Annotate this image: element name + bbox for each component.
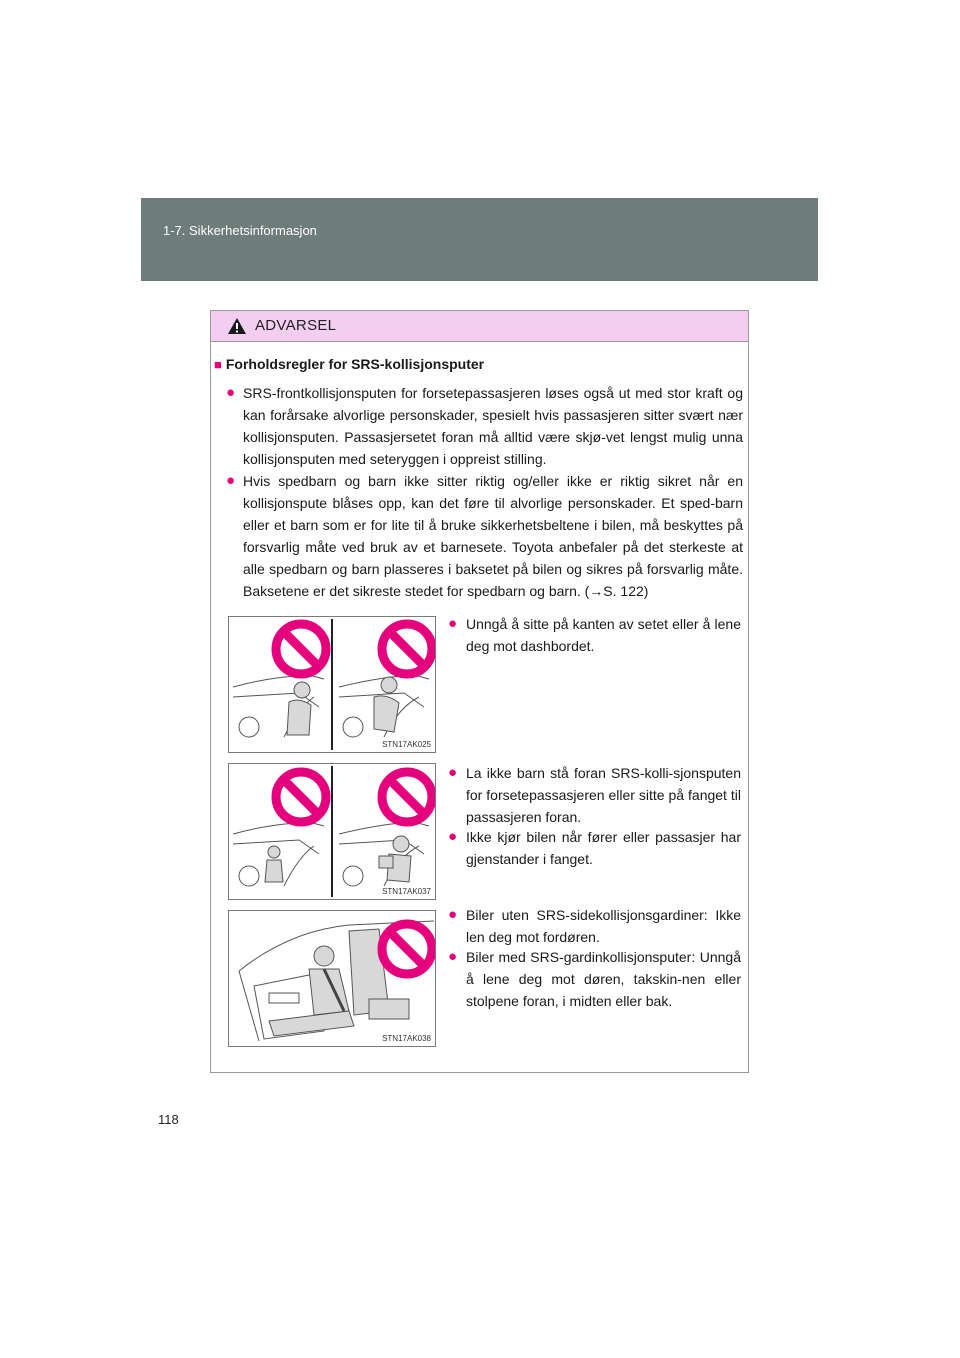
illustration-lean-dashboard	[229, 617, 435, 752]
figure-note: Ikke kjør bilen når fører eller passasjer har gjenstander i fanget.	[466, 829, 741, 867]
prohibition-sign	[276, 772, 432, 822]
bullet-text: Hvis spedbarn og barn ikke sitter riktig og/eller ikke er riktig sikret når en kollisjonspute blåses opp, kan det føre til alvorlige personskader. Et sped-barn eller et barn som er for lite til å bruke sikkerhetsbeltene i bilen, må beskyttes på forsvarlig måte ved bruk av et barnesete. Toyota anbefaler på det sterkeste at alle spedbarn og barn plasseres i baksetet på bilen og sikres på forsvarlig måte. Baksetene er det sikreste stedet for spedbarn og barn. (→S. 122)	[243, 473, 743, 599]
illustration-child-airbag	[229, 764, 435, 899]
figure-code: STN17AK037	[382, 887, 431, 896]
page-number: 118	[158, 1112, 179, 1127]
bullet-text: SRS-frontkollisjonsputen for forsetepassasjeren løses også ut med stor kraft og kan forårsake alvorlige personskader, spesielt hvis passasjeren sitter svært nær kollisjonsputen. Passasjersetet foran må alltid være skjø-vet lengst mulig unna kollisjonsputen med seteryggen i oppreist stilling.	[243, 385, 743, 467]
figure-lean-door	[228, 910, 436, 1047]
square-bullet-icon: ■	[214, 357, 222, 372]
bullet-icon: ●	[448, 828, 458, 845]
figure-code: STN17AK025	[382, 740, 431, 749]
section-title: 1-7. Sikkerhetsinformasjon	[163, 223, 317, 238]
warning-header	[211, 311, 748, 342]
figure-child-airbag	[228, 763, 436, 900]
bullet-icon: ●	[448, 906, 458, 923]
figure-note: Unngå å sitte på kanten av setet eller å lene deg mot dashbordet.	[466, 616, 741, 654]
warning-heading: ■ Forholdsregler for SRS-kollisjonsputer	[214, 356, 485, 372]
figure-note: Biler med SRS-gardinkollisjonsputer: Unngå å lene deg mot døren, takskin-nen eller stolpene foran, i midten eller bak.	[466, 949, 741, 1009]
bullet-icon: ●	[448, 948, 458, 965]
warning-box	[210, 310, 749, 1073]
figure-note: Biler uten SRS-sidekollisjonsgardiner: Ikke len deg mot fordøren.	[466, 907, 741, 945]
warning-label: ADVARSEL	[255, 317, 337, 334]
bullet-icon: ●	[448, 764, 458, 781]
bullet-icon: ●	[448, 615, 458, 632]
figure-note: La ikke barn stå foran SRS-kolli-sjonsputen for forsetepassasjeren eller sitte på fanget til passasjeren foran.	[466, 765, 741, 825]
figure-lean-dashboard	[228, 616, 436, 753]
bullet-icon: ●	[226, 384, 236, 401]
prohibition-sign	[382, 924, 432, 974]
warning-triangle-icon	[227, 317, 247, 335]
bullet-icon: ●	[226, 472, 236, 489]
illustration-lean-door	[229, 911, 435, 1046]
prohibition-sign	[276, 624, 432, 674]
figure-code: STN17AK038	[382, 1034, 431, 1043]
header-band	[141, 198, 818, 281]
